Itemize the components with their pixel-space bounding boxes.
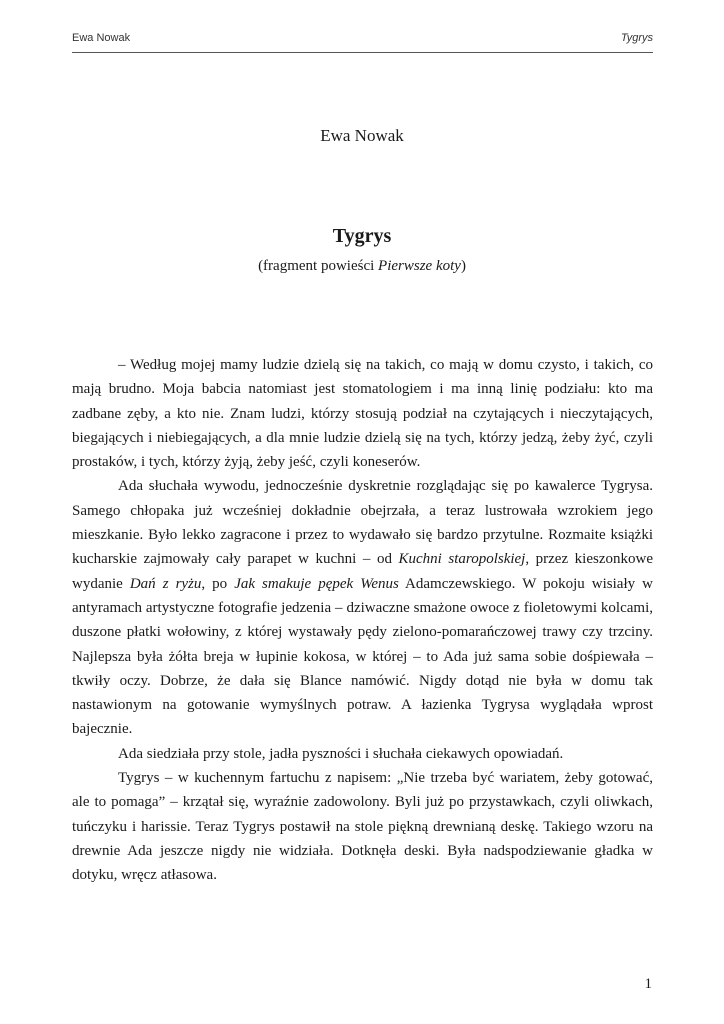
subtitle-suffix: ): [460, 258, 466, 274]
paragraph-3: Ada siedziała przy stole, jadła pyszności i słuchała ciekawych opowiadań.: [118, 745, 564, 762]
body-text: [72, 353, 653, 888]
paragraph-2-part-1: Ada słuchała wywodu, jednocześnie dyskretnie rozglądając się po kawalerce Tygrysa. Samego chłopaka już wcześniej dokładnie obejrzała, a teraz lustrowała wzrokiem jego mieszkanie. Było lekko zagracone i przez to wydawało się bardzo przytulne. Rozmaite książki kucharskie zajmowały cały parapet w kuchni – od: [72, 478, 653, 568]
paragraph-2-part-2: , przez kieszonkowe wydanie: [72, 551, 653, 592]
running-header: [72, 30, 653, 53]
paragraph-2-part-4: Adamczewskiego. W pokoju wisiały w antyramach artystyczne fotografie jedzenia – dziwaczne smażone owoce z fioletowymi kolcami, duszone płatki wołowiny, z której wystawały pędy zielono-pomarańczowej trawy czy trzciny. Najlepsza była żółta breja w łupinie kokosa, w której – to Ada już sama sobie dośpiewała – tkwiły oczy. Dobrze, że dała się Blance namówić. Nigdy dotąd nie była w domu tak nastawionym na gotowanie wymyślnych potraw. A łazienka Tygrysa wyglądała wprost bajecznie.: [72, 575, 653, 738]
subtitle: [0, 258, 724, 275]
header-title: Tygrys: [620, 32, 653, 44]
book-title-kuchnia-staropolska: Kuchni staropolskiej: [398, 551, 526, 568]
subtitle-prefix: (fragment powieści: [258, 258, 379, 274]
paragraph-2: [72, 474, 653, 741]
subtitle-book-title: Pierwsze koty: [378, 258, 461, 274]
author-name: Ewa Nowak: [320, 126, 404, 145]
paragraph-4: Tygrys – w kuchennym fartuchu z napisem: „Nie trzeba być wariatem, żeby gotować, ale to pomaga” – krzątał się, wyraźnie zadowolony. Byli już po przystawkach, czyli oliwkach, tuńczyku i harissie. Teraz Tygrys postawił na stole piękną drewnianą deskę. Takiego wzoru na drewnie Ada jeszcze nigdy nie widziała. Dotknęła deski. Była nadspodziewanie gładka w dotyku, wręcz atłasowa.: [72, 770, 653, 884]
page-number: 1: [644, 976, 652, 992]
story-title: Tygrys: [332, 225, 392, 247]
header-author: Ewa Nowak: [72, 32, 131, 44]
book-title-pepek-wenus: Jak smakuje pępek Wenus: [234, 575, 399, 592]
book-title-dan-z-ryzu: Dań z ryżu: [129, 575, 202, 592]
paragraph-1: – Według mojej mamy ludzie dzielą się na takich, co mają w domu czysto, i takich, co mają brudno. Moja babcia natomiast jest stomatologiem i ma inną linię podziału: kto ma zadbane zęby, a kto nie. Znam ludzi, którzy stosują podział na czytających i nieczytających, biegających i niebiegających, a dla mnie ludzie dzielą się na tych, którzy jedzą, żeby żyć, czyli prostaków, i tych, którzy żyją, żeby jeść, czyli koneserów.: [72, 357, 653, 471]
paragraph-2-part-3: , po: [201, 575, 235, 592]
